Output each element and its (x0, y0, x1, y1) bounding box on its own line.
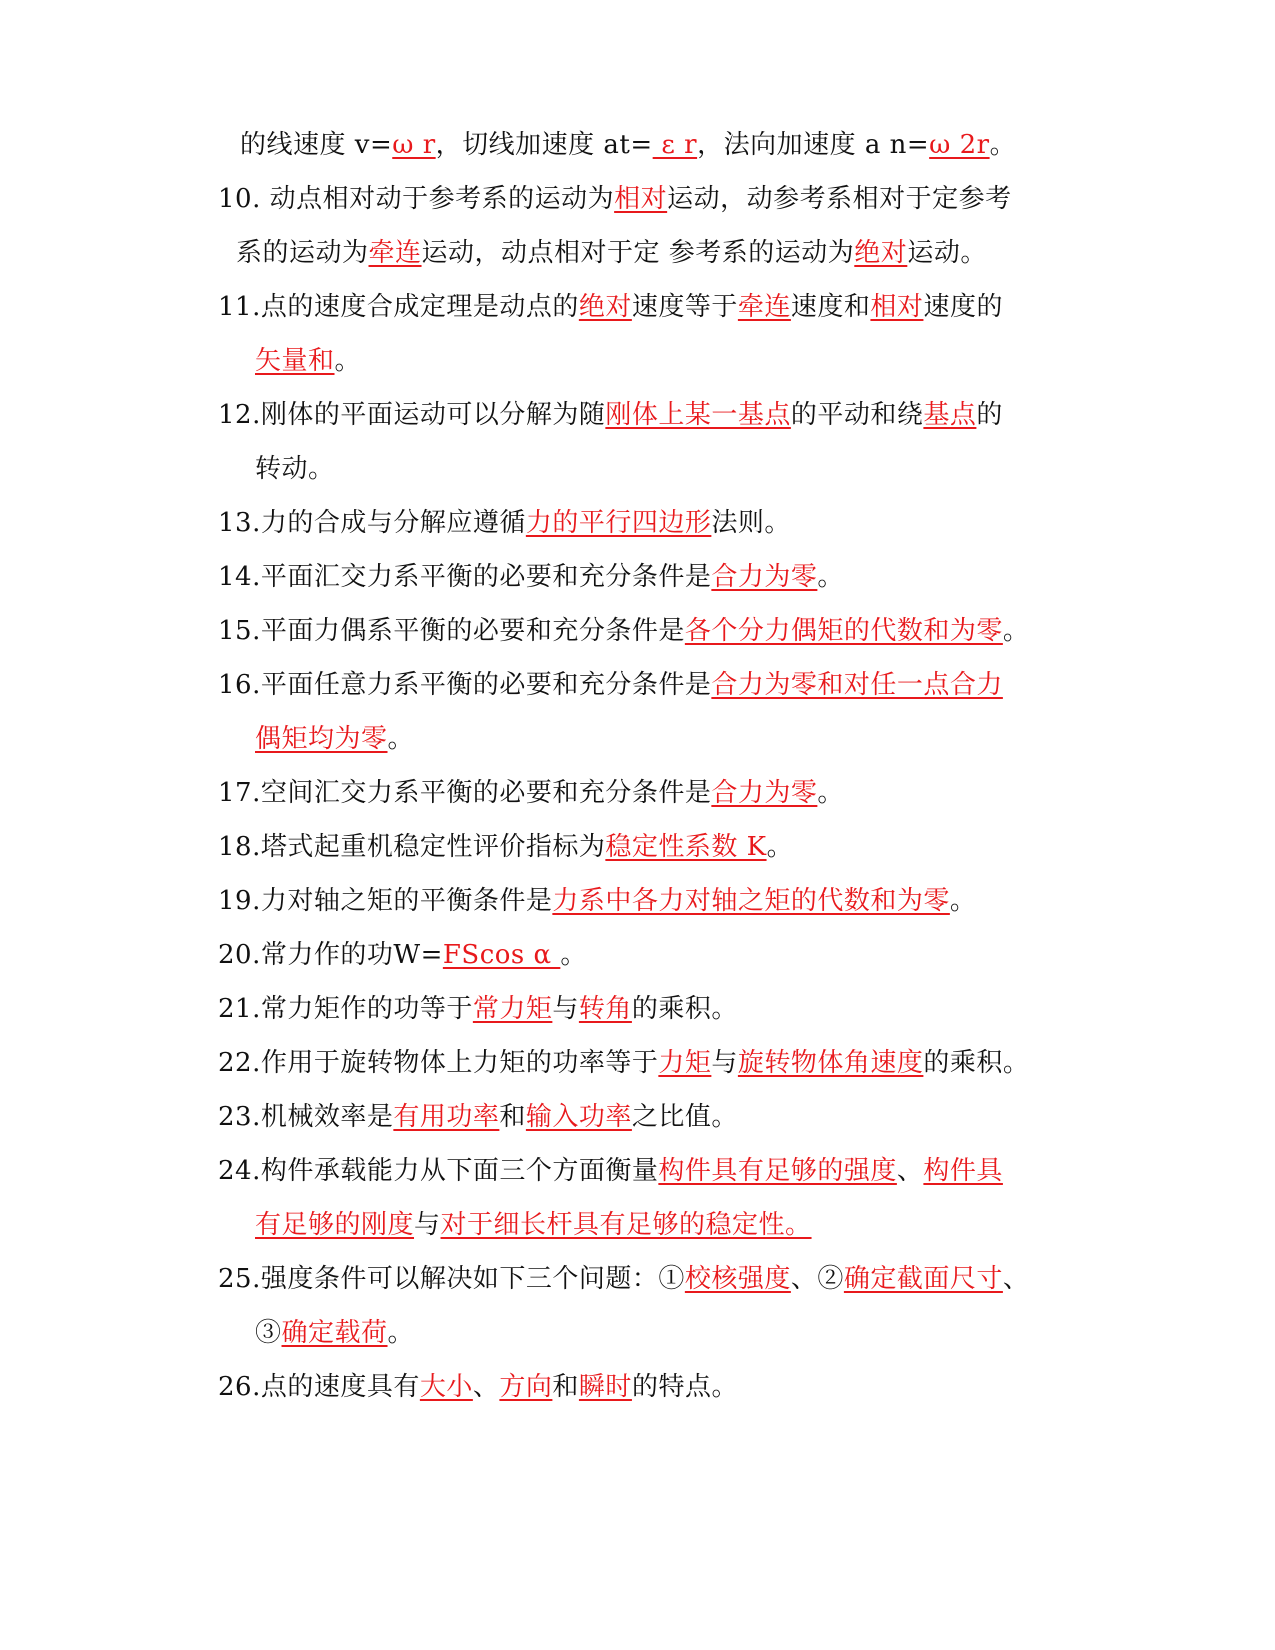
question-text: 25.强度条件可以解决如下三个问题：① (218, 1264, 685, 1294)
answer-text: 稳定性系数 K (605, 832, 767, 862)
text-line (255, 1311, 414, 1355)
question-text: 。 (1002, 616, 1030, 646)
text-line (255, 447, 335, 491)
question-text: 、 (896, 1156, 924, 1186)
question-text: 的线速度 v= (240, 130, 393, 160)
question-text: 。 (949, 886, 977, 916)
answer-text: 绝对 (578, 292, 632, 322)
question-text: 15.平面力偶系平衡的必要和充分条件是 (218, 616, 685, 646)
question-text: 19.力对轴之矩的平衡条件是 (218, 886, 553, 916)
text-line (240, 123, 1016, 167)
answer-text: 力矩 (658, 1048, 712, 1078)
question-text: 17.空间汇交力系平衡的必要和充分条件是 (218, 778, 712, 808)
question-text: 的乘积。 (923, 1048, 1030, 1078)
answer-text: 矢量和 (255, 346, 335, 376)
answer-text: 有用功率 (393, 1102, 500, 1132)
answer-text: 转角 (578, 994, 632, 1024)
answer-text: ω 2r (929, 130, 990, 160)
question-text: 18.塔式起重机稳定性评价指标为 (218, 832, 606, 862)
answer-text: 常力矩 (472, 994, 553, 1024)
answer-text: 绝对 (854, 238, 908, 268)
question-text: 速度等于 (631, 292, 738, 322)
question-text: 速度和 (790, 292, 871, 322)
question-text: 转动。 (255, 454, 335, 484)
question-text: 21.常力矩作的功等于 (218, 994, 473, 1024)
question-text: 10. 动点相对动于参考系的运动为 (218, 184, 615, 214)
question-text: 22.作用于旋转物体上力矩的功率等于 (218, 1048, 659, 1078)
question-text: ，切线加速度 at= (435, 130, 653, 160)
text-line (218, 177, 1012, 221)
question-text: 。 (560, 940, 587, 970)
answer-text: 刚体上某一基点 (605, 400, 791, 430)
answer-text: 偶矩均为零 (255, 724, 388, 754)
answer-text: 力系中各力对轴之矩的代数和为零 (552, 886, 950, 916)
answer-text: 牵连 (368, 238, 422, 268)
text-line (218, 1041, 1029, 1085)
answer-text: 对于细长杆具有足够的稳定性。 (440, 1210, 812, 1240)
question-text: 。 (989, 130, 1017, 160)
question-text: 速度的 (923, 292, 1003, 322)
answer-text: ε r (652, 130, 698, 160)
answer-text: 力的平行四边形 (525, 508, 712, 538)
answer-text: 方向 (499, 1372, 553, 1402)
question-text: 16.平面任意力系平衡的必要和充分条件是 (218, 670, 712, 700)
question-text: 、 (472, 1372, 500, 1402)
question-text: 、 (1002, 1264, 1030, 1294)
question-text: 23.机械效率是 (218, 1102, 394, 1132)
answer-text: 有足够的刚度 (255, 1210, 415, 1240)
question-text: 的平动和绕 (790, 400, 924, 430)
question-text: 20.常力作的功W= (218, 940, 443, 970)
answer-text: 确定截面尺寸 (843, 1264, 1003, 1294)
question-text: 。 (387, 724, 415, 754)
text-line (255, 717, 414, 761)
question-text: ，法向加速度 a n= (697, 130, 930, 160)
question-text: 和 (552, 1372, 579, 1402)
answer-text: 大小 (419, 1372, 473, 1402)
text-line (218, 285, 1003, 329)
text-line (218, 609, 1029, 653)
answer-text: 确定载荷 (281, 1318, 388, 1348)
text-line (218, 771, 844, 815)
answer-text: 相对 (870, 292, 924, 322)
text-line (218, 555, 844, 599)
text-line (218, 663, 1003, 707)
answer-text: 相对 (614, 184, 668, 214)
answer-text: FScos α (442, 940, 561, 970)
text-line (218, 393, 1003, 437)
question-text: 14.平面汇交力系平衡的必要和充分条件是 (218, 562, 712, 592)
question-text: 24.构件承载能力从下面三个方面衡量 (218, 1156, 659, 1186)
answer-text: 合力为零 (711, 778, 818, 808)
answer-text: 构件具有足够的强度 (658, 1156, 897, 1186)
question-text: 。 (766, 832, 794, 862)
question-text: 、② (790, 1264, 844, 1294)
text-line (218, 825, 793, 869)
text-line (218, 1149, 1003, 1193)
answer-text: 输入功率 (525, 1102, 632, 1132)
question-text: 法则。 (711, 508, 791, 538)
text-line (236, 231, 987, 275)
answer-text: 旋转物体角速度 (737, 1048, 924, 1078)
text-line (255, 339, 361, 383)
question-text: 运动，动点相对于定 参考系的运动为 (421, 238, 855, 268)
text-line (255, 1203, 812, 1247)
question-text: 。 (817, 778, 844, 808)
question-text: 与 (711, 1048, 738, 1078)
question-text: 的乘积。 (631, 994, 738, 1024)
answer-text: ω r (392, 130, 436, 160)
answer-text: 牵连 (737, 292, 791, 322)
question-text: 运动，动参考系相对于定参考 (667, 184, 1012, 214)
question-text: 和 (499, 1102, 526, 1132)
text-line (218, 1095, 738, 1139)
question-text: 11.点的速度合成定理是动点的 (218, 292, 579, 322)
answer-text: 瞬时 (578, 1372, 632, 1402)
question-text: 12.刚体的平面运动可以分解为随 (218, 400, 606, 430)
answer-text: 校核强度 (684, 1264, 791, 1294)
text-line (218, 501, 791, 545)
answer-text: 构件具 (923, 1156, 1003, 1186)
question-text: 。 (334, 346, 362, 376)
question-text: 26.点的速度具有 (218, 1372, 420, 1402)
text-line (218, 1257, 1029, 1301)
question-text: 与 (414, 1210, 441, 1240)
question-text: 与 (552, 994, 579, 1024)
answer-text: 基点 (923, 400, 977, 430)
question-text: 。 (817, 562, 844, 592)
answer-text: 合力为零 (711, 562, 818, 592)
question-text: 。 (387, 1318, 415, 1348)
answer-text: 各个分力偶矩的代数和为零 (684, 616, 1003, 646)
question-text: 运动。 (907, 238, 987, 268)
text-line (218, 933, 587, 977)
answer-text: 合力为零和对任一点合力 (711, 670, 1003, 700)
question-text: 13.力的合成与分解应遵循 (218, 508, 526, 538)
text-line (218, 879, 976, 923)
question-text: 系的运动为 (236, 238, 369, 268)
text-line (218, 987, 738, 1031)
question-text: 的 (976, 400, 1003, 430)
question-text: 的特点。 (631, 1372, 738, 1402)
question-text: 之比值。 (631, 1102, 738, 1132)
question-text: ③ (255, 1318, 282, 1348)
text-line (218, 1365, 738, 1409)
